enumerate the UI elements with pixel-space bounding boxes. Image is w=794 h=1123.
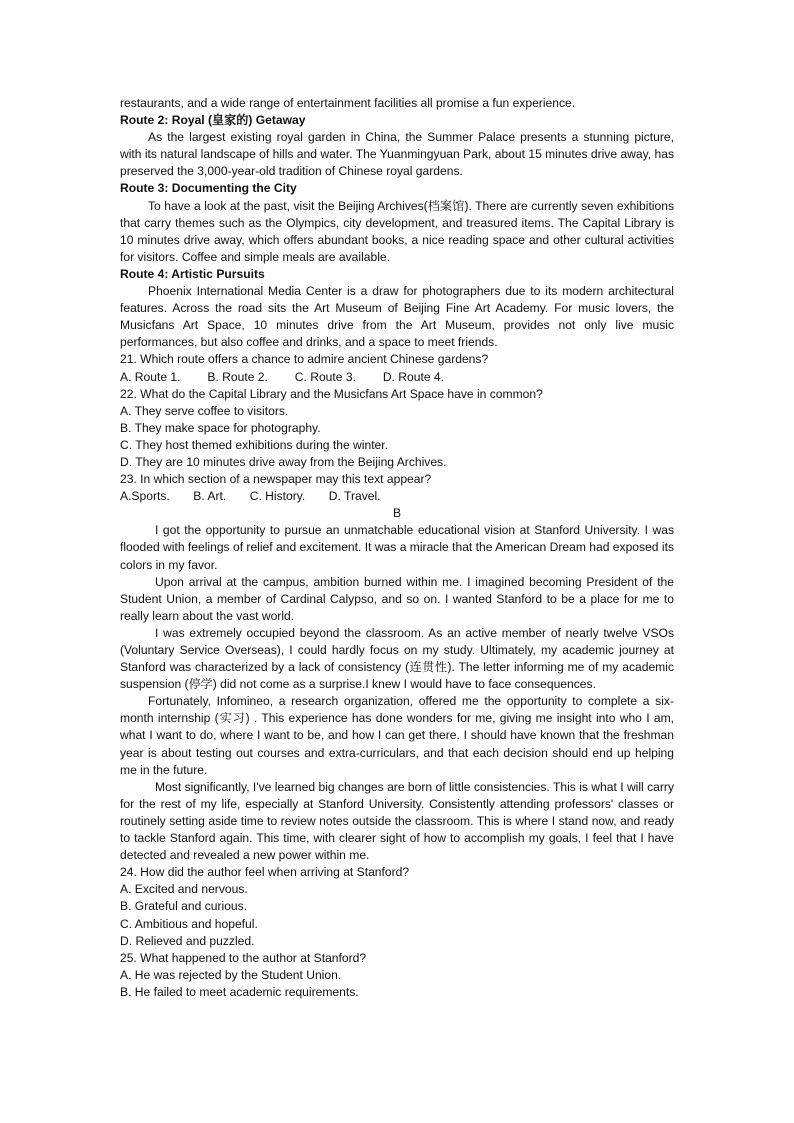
q21-stem: 21. Which route offers a chance to admire ancient Chinese gardens?: [120, 352, 489, 367]
section-b-label: B: [392, 506, 402, 521]
passage-b-paragraph-2: Upon arrival at the campus, ambition burned within me. I imagined becoming President of the Student Union, a member of Cardinal Calypso, and so on. I wanted Stanford to be a place for me to really learn about the vast world.: [120, 574, 674, 623]
q21-options: A. Route 1. B. Route 2. C. Route 3. D. Route 4.: [120, 369, 444, 384]
q22-stem: 22. What do the Capital Library and the Musicfans Art Space have in common?: [120, 386, 543, 401]
route3-heading: Route 3: Documenting the City: [120, 181, 297, 196]
q22-option-d: D. They are 10 minutes drive away from the Beijing Archives.: [120, 454, 447, 469]
q22-option-b: B. They make space for photography.: [120, 420, 321, 435]
passage-b-paragraph-5: Most significantly, I've learned big changes are born of little consistencies. This is what I will carry for the rest of my life, especially at Stanford University. Consistently attending professors' classes or routinely setting aside time to review notes outside the classroom. This is where I stand now, and ready to tackle Stanford again. This time, with clearer sight of how to accomplish my goals, I feel that I have detected and revealed a new power within me.: [120, 779, 674, 863]
q22-option-c: C. They host themed exhibitions during the winter.: [120, 437, 389, 452]
route4-text: Phoenix International Media Center is a draw for photographers due to its modern architectural features. Across the road sits the Art Museum of Beijing Fine Art Academy. For music lovers, the Musicfans Art Space, 10 minutes drive from the Art Museum, provides not only live music performances, but also coffee and drinks, and a space to meet friends.: [120, 284, 674, 350]
q24-option-c: C. Ambitious and hopeful.: [120, 916, 258, 931]
route2-text: As the largest existing royal garden in China, the Summer Palace presents a stunning picture, with its natural landscape of hills and water. The Yuanmingyuan Park, about 15 minutes drive away, has preserved the 3,000-year-old tradition of Chinese royal gardens.: [120, 130, 674, 179]
q25-option-b: B. He failed to meet academic requirements.: [120, 984, 359, 999]
route4-heading: Route 4: Artistic Pursuits: [120, 266, 265, 281]
passage-b-paragraph-1: I got the opportunity to pursue an unmatchable educational vision at Stanford University. I was flooded with feelings of relief and excitement. It was a miracle that the American Dream had exposed its colors in my favor.: [120, 523, 674, 572]
q24-option-b: B. Grateful and curious.: [120, 899, 248, 914]
passage-b-paragraph-3: I was extremely occupied beyond the classroom. As an active member of nearly twelve VSOs (Voluntary Service Overseas), I could hardly focus on my study. Ultimately, my academic journey at Stanford was characterized by a lack of consistency (连贯性). The letter informing me of my academic suspension (停学) did not come as a surprise.I knew I would have to face consequences.: [120, 625, 674, 692]
route3-text: To have a look at the past, visit the Beijing Archives(档案馆). There are currently seven exhibitions that carry themes such as the Olympics, city development, and treasured items. The Capital Library is 10 minutes drive away, which offers abundant books, a nice reading space and other cultural activities for visitors. Coffee and simple meals are available.: [120, 198, 674, 264]
q25-stem: 25. What happened to the author at Stanford?: [120, 950, 367, 965]
q22-option-a: A. They serve coffee to visitors.: [120, 403, 289, 418]
passage-b-paragraph-4: Fortunately, Infomineo, a research organization, offered me the opportunity to complete a six-month internship (实习) . This experience has done wonders for me, giving me insight into who I am, what I want to do, where I want to be, and how I can get there. I should have known that the freshman year is about testing out courses and extra-curriculars, and that each decision should end up helping me in the future.: [120, 694, 674, 777]
q25-option-a: A. He was rejected by the Student Union.: [120, 967, 342, 982]
document-page: [120, 95, 674, 1001]
route2-heading: Route 2: Royal (皇家的) Getaway: [120, 113, 306, 128]
intro-tail: restaurants, and a wide range of entertainment facilities all promise a fun experience.: [120, 96, 576, 110]
q24-option-a: A. Excited and nervous.: [120, 882, 248, 897]
q23-options: A.Sports. B. Art. C. History. D. Travel.: [120, 489, 381, 504]
q24-stem: 24. How did the author feel when arriving at Stanford?: [120, 865, 410, 880]
q24-option-d: D. Relieved and puzzled.: [120, 933, 255, 948]
q23-stem: 23. In which section of a newspaper may this text appear?: [120, 472, 432, 487]
